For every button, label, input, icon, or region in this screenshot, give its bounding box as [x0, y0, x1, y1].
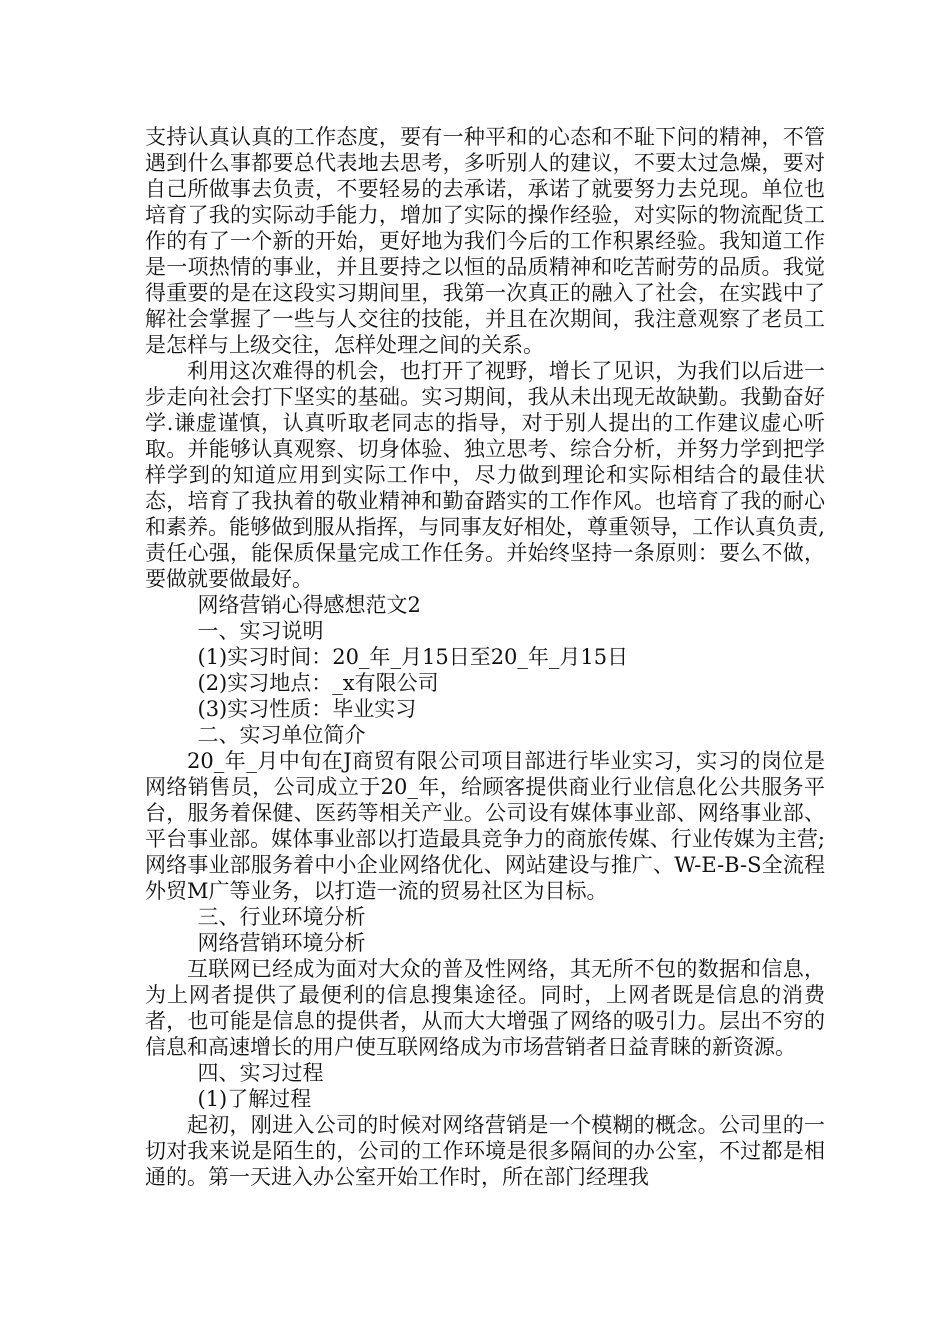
- item-internship-nature: (3)实习性质：毕业实习: [197, 697, 417, 721]
- item-internship-location: (2)实习地点：_x有限公司: [197, 671, 439, 695]
- item-internship-time: (1)实习时间：20_年_月15日至20_年_月15日: [197, 645, 629, 669]
- paragraph-initial-experience: 起初，刚进入公司的时候对网络营销是一个模糊的概念。公司里的一切对我来说是陌生的，公司的工作环境是很多隔间的办公室，不过都是相通的。第一天进入办公室开始工作时，所在部门经理我: [145, 1113, 825, 1189]
- subheading-understanding-process: (1)了解过程: [197, 1087, 312, 1111]
- heading-internship-description: 一、实习说明: [197, 619, 324, 643]
- paragraph-opportunity: 利用这次难得的机会，也打开了视野，增长了见识，为我们以后进一步走向社会打下坚实的基础。实习期间，我从未出现无故缺勤。我勤奋好学.谦虚谨慎，认真听取老同志的指导，对于别人提出的工作建议虚心听取。并能够认真观察、切身体验、独立思考、综合分析，并努力学到把学样学到的知道应用到实际工作中，尽力做到理论和实际相结合的最佳状态，培育了我执着的敬业精神和勤奋踏实的工作作风。也培育了我的耐心和素养。能够做到服从指挥，与同事友好相处，尊重领导，工作认真负责,责任心强，能保质保量完成工作任务。并始终坚持一条原则：要么不做，要做就要做最好。: [145, 359, 825, 591]
- paragraph-company-intro: 20_年_月中旬在J商贸有限公司项目部进行毕业实习，实习的岗位是网络销售员，公司成立于20_年，给顾客提供商业行业信息化公共服务平台，服务着保健、医药等相关产业。公司设有媒体事业部、网络事业部、平台事业部。媒体事业部以打造最具竞争力的商旅传媒、行业传媒为主营;网络事业部服务着中小企业网络优化、网站建设与推广、W-E-B-S全流程外贸M广等业务，以打造一流的贸易社区为目标。: [145, 749, 825, 903]
- heading-company-intro: 二、实习单位简介: [197, 723, 366, 747]
- heading-industry-analysis: 三、行业环境分析: [197, 905, 366, 929]
- paragraph-internet-analysis: 互联网已经成为面对大众的普及性网络，其无所不包的数据和信息，为上网者提供了最便利的信息搜集途径。同时，上网者既是信息的消费者，也可能是信息的提供者，从而大大增强了网络的吸引力。层出不穷的信息和高速增长的用户使互联网络成为市场营销者日益青睐的新资源。: [145, 957, 825, 1059]
- subheading-network-marketing-environment: 网络营销环境分析: [197, 931, 366, 955]
- paragraph-work-attitude: 支持认真认真的工作态度，要有一种平和的心态和不耻下问的精神，不管遇到什么事都要总代表地去思考，多听别人的建议，不要太过急燥，要对自己所做事去负责，不要轻易的去承诺，承诺了就要努力去兑现。单位也培育了我的实际动手能力，增加了实际的操作经验，对实际的物流配货工作的有了一个新的开始，更好地为我们今后的工作积累经验。我知道工作是一项热情的事业，并且要持之以恒的品质精神和吃苦耐劳的品质。我觉得重要的是在这段实习期间里，我第一次真正的融入了社会，在实践中了解社会掌握了一些与人交往的技能，并且在次期间，我注意观察了老员工是怎样与上级交往，怎样处理之间的关系。: [145, 125, 825, 357]
- section-title-essay-2: 网络营销心得感想范文2: [197, 593, 421, 617]
- heading-internship-process: 四、实习过程: [197, 1061, 324, 1085]
- document-body: [145, 124, 825, 1190]
